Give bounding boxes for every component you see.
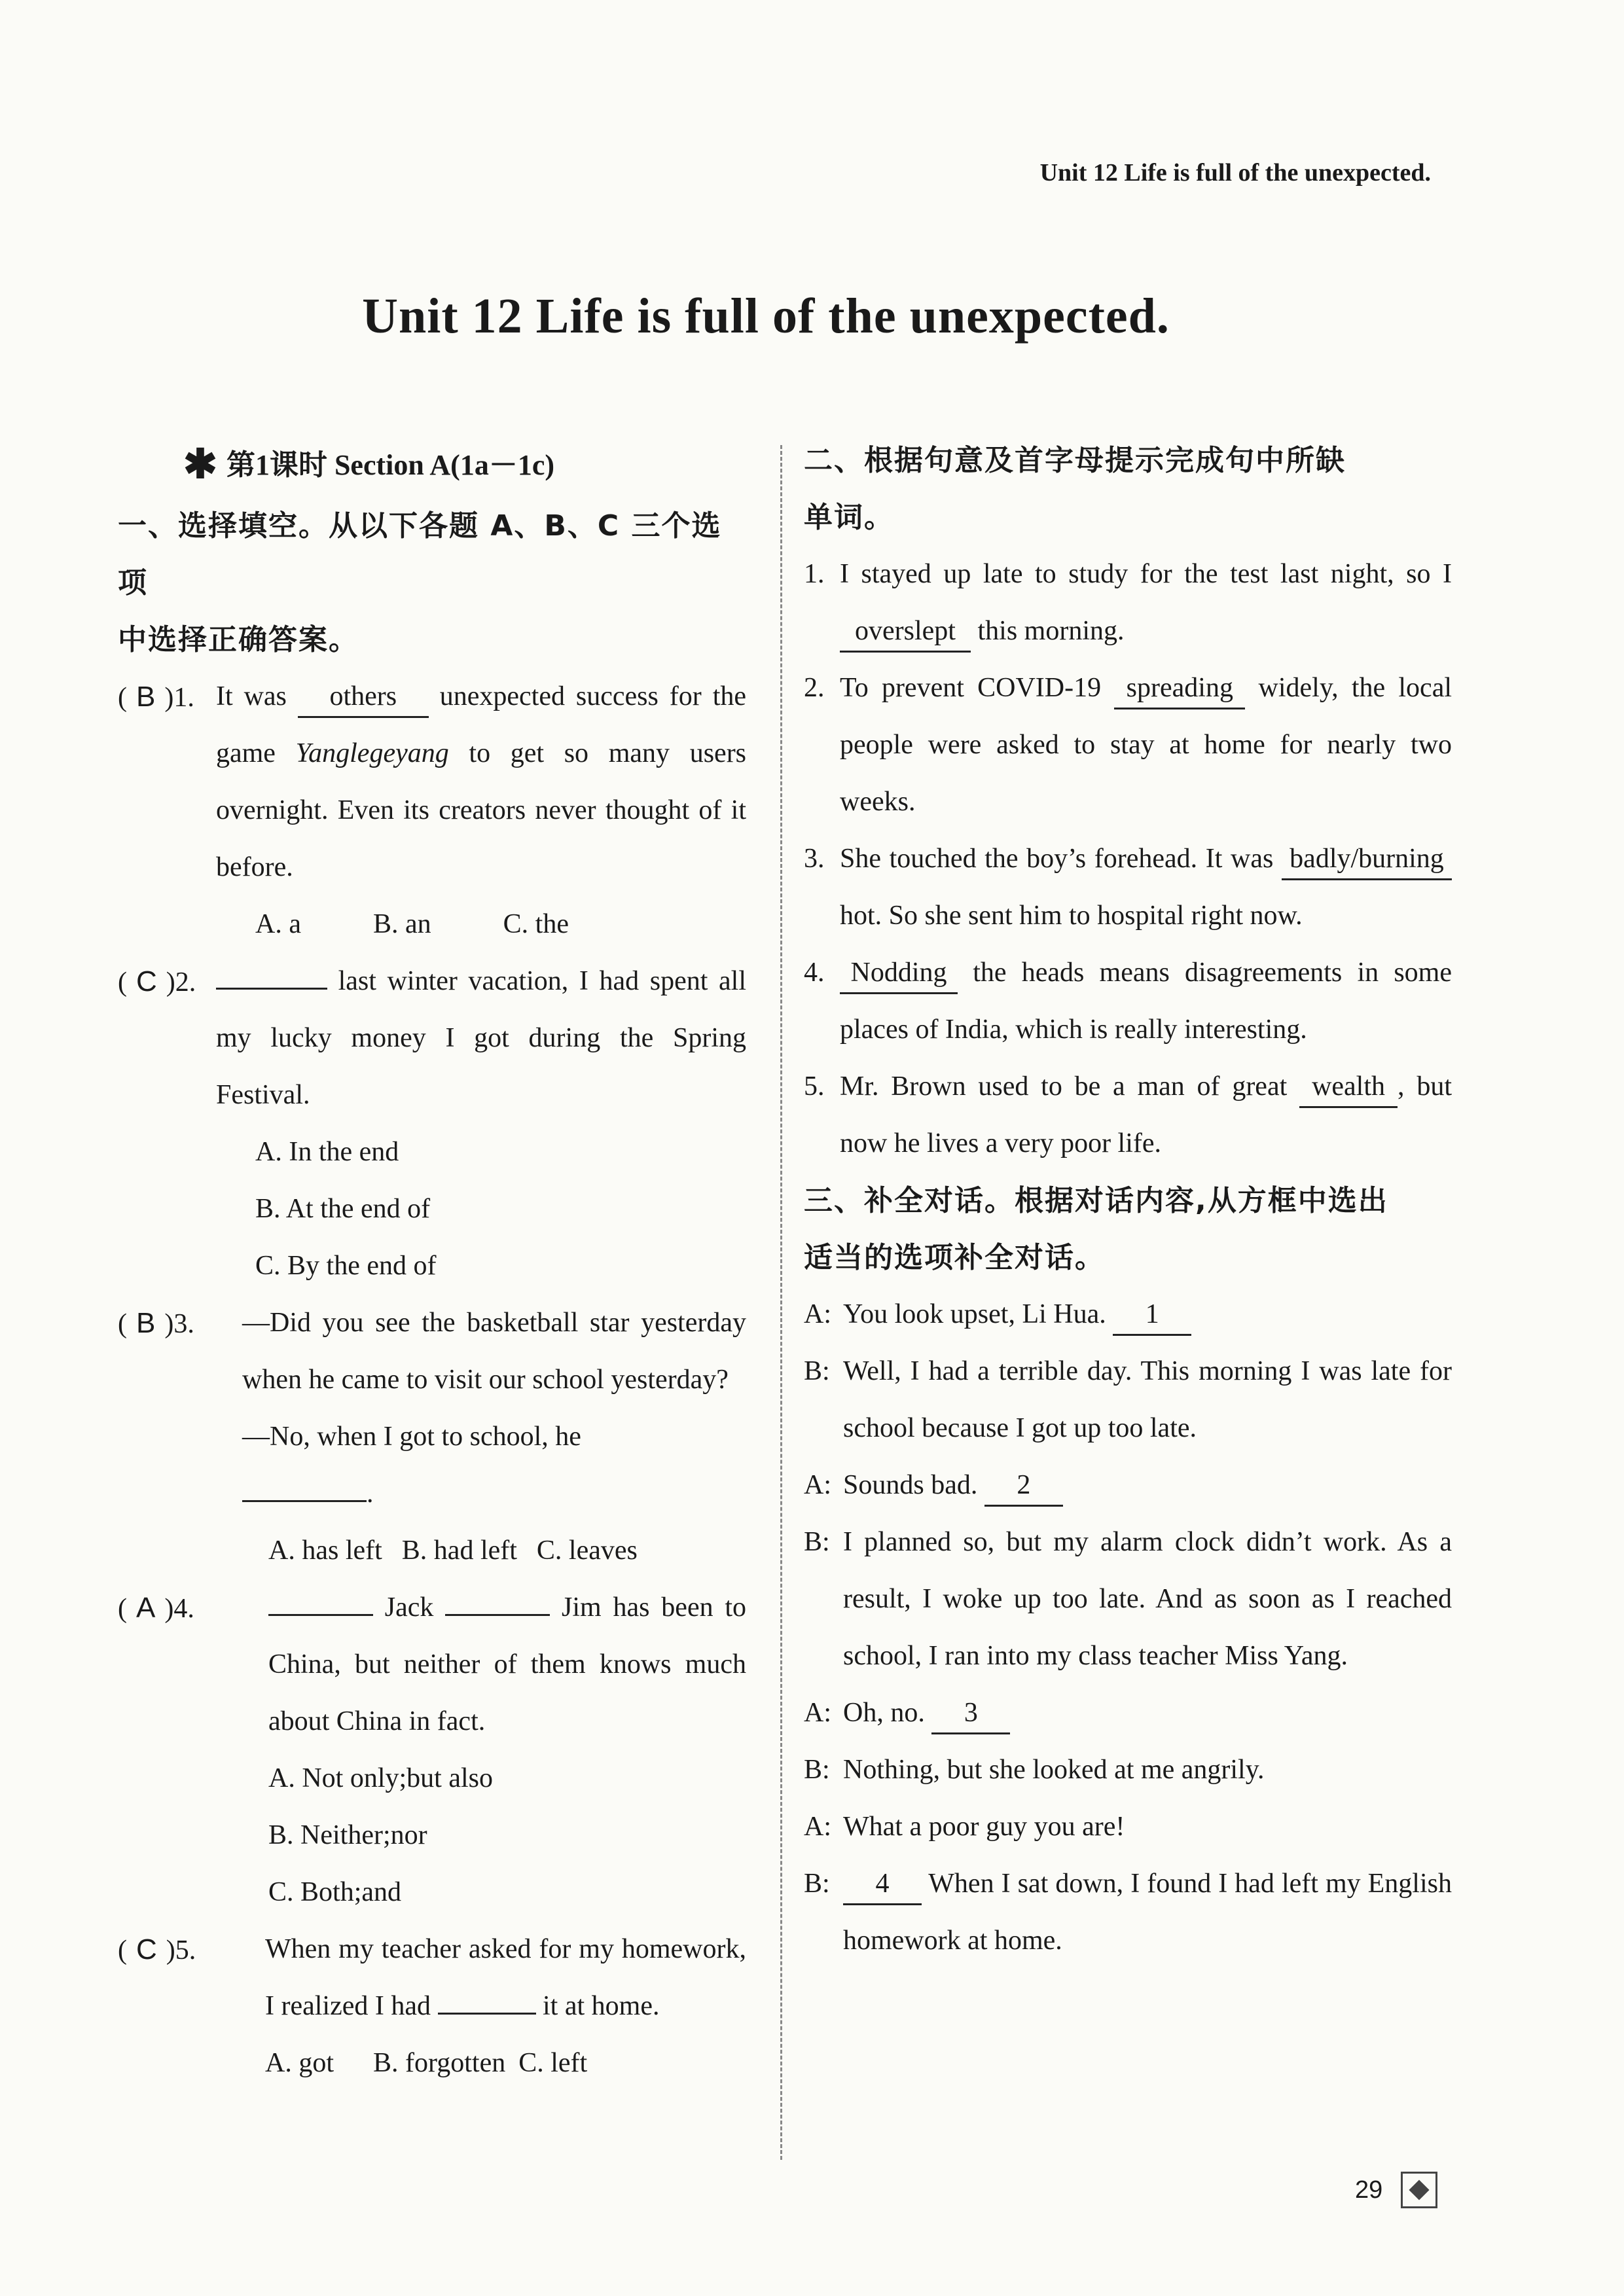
option-b: B. Neither;nor xyxy=(268,1820,427,1850)
dialogue-line xyxy=(804,1742,1452,1799)
item-text: , but now he lives a very poor life. xyxy=(840,1071,1452,1158)
fill-item-5 xyxy=(804,1058,1452,1172)
snowflake-icon: ✱ xyxy=(183,442,217,487)
page-title: Unit 12 Life is full of the unexpected. xyxy=(362,289,1170,344)
part2-heading xyxy=(804,432,1452,546)
speaker-label: B: xyxy=(804,1869,830,1899)
question-number: 1. xyxy=(173,683,194,713)
column-divider xyxy=(780,445,782,2160)
answer-paren: ( B )1. xyxy=(118,681,194,713)
option-a: A. a xyxy=(255,909,301,939)
lesson-header xyxy=(183,432,746,497)
option-c: C. the xyxy=(503,909,569,939)
dialogue-line xyxy=(804,1343,1452,1457)
answer-blank xyxy=(216,988,327,990)
option-c: C. leaves xyxy=(536,1535,638,1566)
dialogue-line xyxy=(804,1286,1452,1343)
option-a: A. has left xyxy=(268,1535,382,1566)
dialogue-blank: 4 xyxy=(843,1864,922,1905)
fill-item-1 xyxy=(804,546,1452,660)
answer-blank xyxy=(268,1614,373,1616)
option-b: B. forgotten xyxy=(373,2048,506,2078)
question-text: spent all my lucky money I got during the Spring Festival. xyxy=(216,966,747,1110)
speaker-label: A: xyxy=(804,1698,831,1728)
dialogue-text: I planned so, but my alarm clock didn’t work. As a result, I woke up too late. And as soon as I reached school, I ran into my class teacher Miss Yang. xyxy=(843,1527,1452,1671)
question-number: 5. xyxy=(175,1935,196,1965)
fill-item-2 xyxy=(804,660,1452,831)
answer-blank: badly/burning xyxy=(1282,839,1452,880)
speaker-label: B: xyxy=(804,1527,830,1557)
answer-blank xyxy=(445,1614,550,1616)
fill-item-3 xyxy=(804,831,1452,944)
part1-heading-line1: 一、选择填空。从以下各题 A、B、C 三个选项 xyxy=(118,509,722,600)
answer-blank: others xyxy=(298,677,429,718)
dialogue-text: When I sat down, I found I had left my English homework at home. xyxy=(843,1869,1452,1956)
option-a: A. got xyxy=(265,2048,334,2078)
question-text: it at home. xyxy=(543,1991,660,2021)
item-text: widely, the local people were asked to stay at home for nearly two weeks. xyxy=(840,673,1452,817)
answer-mark: C xyxy=(136,1933,157,1965)
answer-paren: ( A )4. xyxy=(118,1592,194,1624)
answer-mark: B xyxy=(136,681,156,713)
dialogue-line xyxy=(804,1799,1452,1856)
page-number: 29 xyxy=(1355,2176,1383,2204)
question-text: for the game xyxy=(216,681,746,768)
answer-paren: ( C )2. xyxy=(118,965,196,997)
game-name: Yanglegeyang xyxy=(295,738,449,768)
speaker-label: A: xyxy=(804,1299,831,1329)
question-text: creators never thought of it before. xyxy=(216,795,747,882)
question-text: It was xyxy=(216,681,287,711)
question-text: Jack xyxy=(384,1592,434,1623)
question-2 xyxy=(118,953,746,1124)
item-text: To prevent COVID-19 xyxy=(840,673,1115,703)
options-row xyxy=(118,896,746,953)
question-number: 2. xyxy=(175,967,196,997)
question-text: last winter vacation, I had xyxy=(338,966,640,996)
item-number: 3. xyxy=(804,844,825,874)
dialogue-line xyxy=(804,1514,1452,1685)
speaker-label: A: xyxy=(804,1470,831,1500)
dialogue-text: Oh, no. xyxy=(843,1698,932,1728)
item-number: 4. xyxy=(804,958,825,988)
option-b: B. At the end of xyxy=(255,1194,431,1224)
dialogue-line xyxy=(804,1856,1452,1969)
question-text: unexpected success xyxy=(439,681,659,711)
diamond-icon xyxy=(1401,2172,1437,2208)
question-number: 4. xyxy=(173,1594,194,1624)
answer-blank: overslept xyxy=(840,611,971,653)
answer-blank: Nodding xyxy=(840,953,958,994)
item-number: 2. xyxy=(804,673,825,703)
options-list xyxy=(118,1750,746,1921)
answer-mark: C xyxy=(136,965,157,997)
dialogue-text: Nothing, but she looked at me angrily. xyxy=(843,1755,1265,1785)
answer-mark: B xyxy=(136,1307,156,1339)
left-column xyxy=(118,432,746,2092)
question-4 xyxy=(118,1579,746,1750)
question-1 xyxy=(118,668,746,896)
question-text: to get so xyxy=(469,738,589,768)
question-text: Jim has xyxy=(562,1592,650,1623)
item-text: the heads means disagreements in some places of India, which is really interesting. xyxy=(840,958,1452,1045)
question-3: ( B )3. —Did you see the basketball star yesterday when he came to visit our school yesterday? —No, when I got to school, he . xyxy=(118,1295,746,1522)
part1-heading xyxy=(118,497,746,668)
item-text: hot. So she sent him to hospital right now. xyxy=(840,901,1303,931)
option-c: C. Both;and xyxy=(268,1877,402,1907)
dialogue-line xyxy=(804,1685,1452,1742)
answer-blank: wealth xyxy=(1299,1067,1398,1108)
answer-blank xyxy=(242,1500,367,1502)
part3-heading-line2: 适当的选项补全对话。 xyxy=(804,1241,1105,1274)
option-b: B. had left xyxy=(401,1535,517,1566)
item-number: 5. xyxy=(804,1071,825,1102)
fill-item-4 xyxy=(804,944,1452,1058)
reply-text: —No, when I got to school, he xyxy=(242,1422,581,1452)
answer-paren: ( B )3. xyxy=(118,1307,194,1339)
dialogue-blank: 2 xyxy=(984,1465,1063,1507)
dialogue-blank: 1 xyxy=(1113,1295,1191,1336)
part2-heading-line1: 二、根据句意及首字母提示完成句中所缺 xyxy=(804,444,1346,477)
part3-heading xyxy=(804,1172,1452,1286)
item-text: this morning. xyxy=(971,616,1125,646)
option-a: A. Not only;but also xyxy=(268,1763,493,1793)
item-text: She touched the boy’s forehead. It was xyxy=(840,844,1282,874)
question-text: When my teacher asked for my homework, I realized I had xyxy=(265,1934,746,2021)
question-text: been to China, but neither of them knows much about China in fact. xyxy=(268,1592,747,1736)
option-a: A. In the end xyxy=(255,1137,399,1167)
item-text: Mr. Brown used to be a man of great xyxy=(840,1071,1300,1102)
lesson-label: 第1课时 Section A(1a－1c) xyxy=(226,448,555,481)
answer-blank: spreading xyxy=(1114,668,1245,709)
part2-heading-line2: 单词。 xyxy=(804,501,894,534)
answer-paren: ( C )5. xyxy=(118,1933,196,1965)
dialogue-text: You look upset, Li Hua. xyxy=(843,1299,1113,1329)
option-b: B. an xyxy=(372,909,431,939)
options-row xyxy=(118,2035,746,2092)
part3-heading-line1: 三、补全对话。根据对话内容,从方框中选出 xyxy=(804,1184,1388,1217)
dialogue-line xyxy=(804,1457,1452,1514)
question-text: —Did you see the basketball star yesterday when he came to visit our school yesterday? xyxy=(242,1308,746,1395)
question-text: many users overnight. Even its xyxy=(216,738,747,825)
options-row xyxy=(118,1522,746,1579)
question-number: 3. xyxy=(173,1309,194,1339)
dialogue-text: Well, I had a terrible day. This morning I was late for school because I got up too late. xyxy=(843,1356,1452,1443)
speaker-label: B: xyxy=(804,1356,830,1386)
dialogue-text: What a poor guy you are! xyxy=(843,1812,1125,1842)
options-list xyxy=(118,1124,746,1295)
item-number: 1. xyxy=(804,559,825,589)
speaker-label: B: xyxy=(804,1755,830,1785)
item-text: I stayed up late to study for the test last night, so I xyxy=(840,559,1452,589)
part1-heading-line2: 中选择正确答案。 xyxy=(118,623,359,656)
dialogue-blank: 3 xyxy=(931,1693,1010,1734)
right-column xyxy=(804,432,1452,1969)
question-5 xyxy=(118,1921,746,2035)
option-c: C. left xyxy=(518,2048,588,2078)
dialogue-text: Sounds bad. xyxy=(843,1470,984,1500)
answer-mark: A xyxy=(136,1592,156,1624)
option-c: C. By the end of xyxy=(255,1251,437,1281)
answer-blank xyxy=(438,2013,536,2015)
running-header: Unit 12 Life is full of the unexpected. xyxy=(1039,159,1431,187)
speaker-label: A: xyxy=(804,1812,831,1842)
